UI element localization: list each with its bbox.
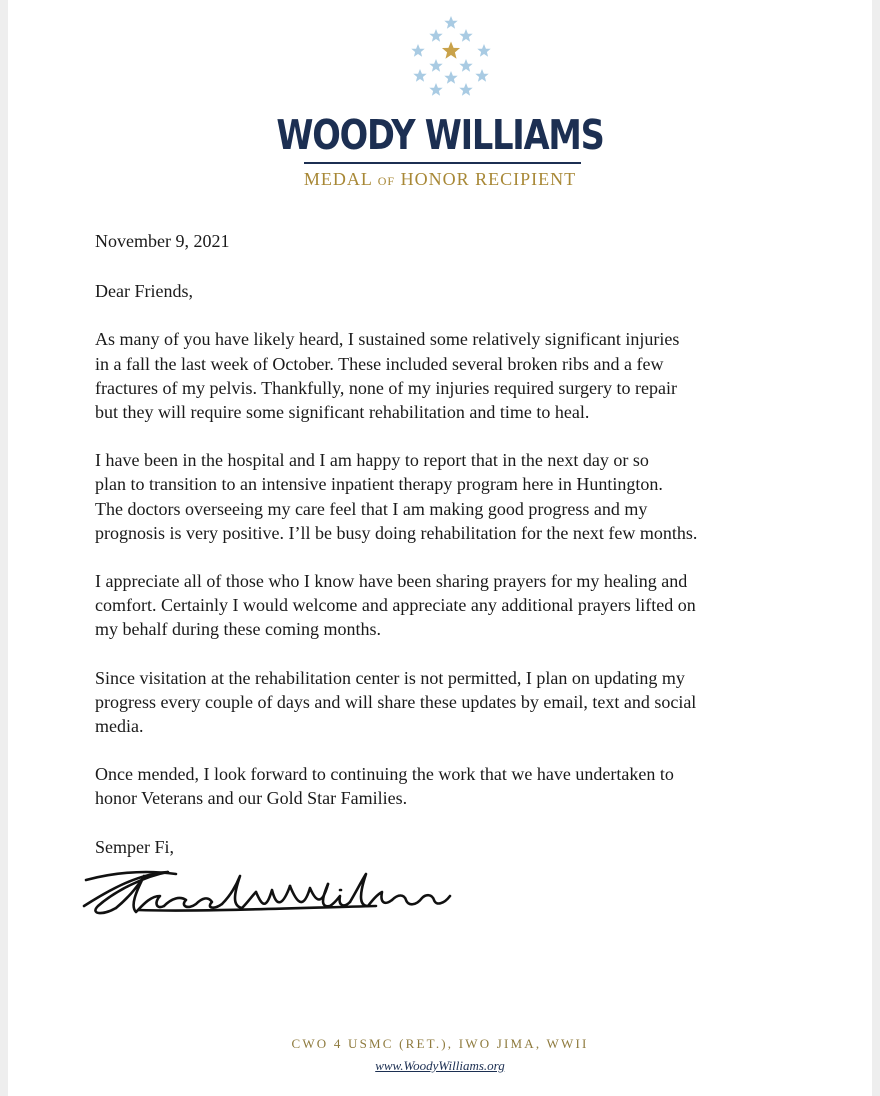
- handwritten-signature: [76, 862, 456, 924]
- letter-date: November 9, 2021: [95, 231, 230, 251]
- subtitle-part-of: OF: [377, 174, 396, 188]
- footer-website-link[interactable]: www.WoodyWilliams.org: [375, 1058, 505, 1073]
- letterhead-subtitle: [0, 168, 880, 192]
- subtitle-part-medal: MEDAL: [303, 169, 373, 189]
- footer-credentials: CWO 4 USMC (RET.), IWO JIMA, WWII: [291, 1036, 589, 1051]
- letterhead-name: WOODY WILLIAMS: [276, 111, 604, 159]
- letter-closing: Semper Fi,: [95, 836, 174, 857]
- letter-paragraph: I appreciate all of those who I know have been sharing prayers for my healing and comfort. Certainly I would welcome and appreciate any additional prayers lifted on my behalf during these coming months.: [95, 571, 696, 640]
- letter-body: [95, 229, 795, 883]
- letter-paragraph: Once mended, I look forward to continuing the work that we have undertaken to honor Veterans and our Gold Star Families.: [95, 764, 674, 809]
- stars-emblem-icon: [406, 14, 496, 104]
- letter-paragraph: Since visitation at the rehabilitation center is not permitted, I plan on updating my progress every couple of days and will share these updates by email, text and social media.: [95, 667, 697, 737]
- subtitle-part-honor: HONOR RECIPIENT: [400, 169, 577, 189]
- letter-page: [8, 0, 872, 1096]
- letter-paragraph: As many of you have likely heard, I sustained some relatively significant injuries in a fall the last week of October. These included several broken ribs and a few fractures of my pelvis. Thankfully, none of my injuries required surgery to repair but they will require some significant rehabilitation and time to heal.: [95, 329, 680, 423]
- letterhead-divider: [304, 162, 581, 164]
- letter-paragraph: I have been in the hospital and I am happy to report that in the next day or so plan to transition to an intensive inpatient therapy program here in Huntington. The doctors overseeing my care feel that I am making good progress and my prognosis is very positive. I’ll be busy doing rehabilitation for the next few months.: [95, 450, 698, 543]
- letter-salutation: Dear Friends,: [95, 281, 193, 302]
